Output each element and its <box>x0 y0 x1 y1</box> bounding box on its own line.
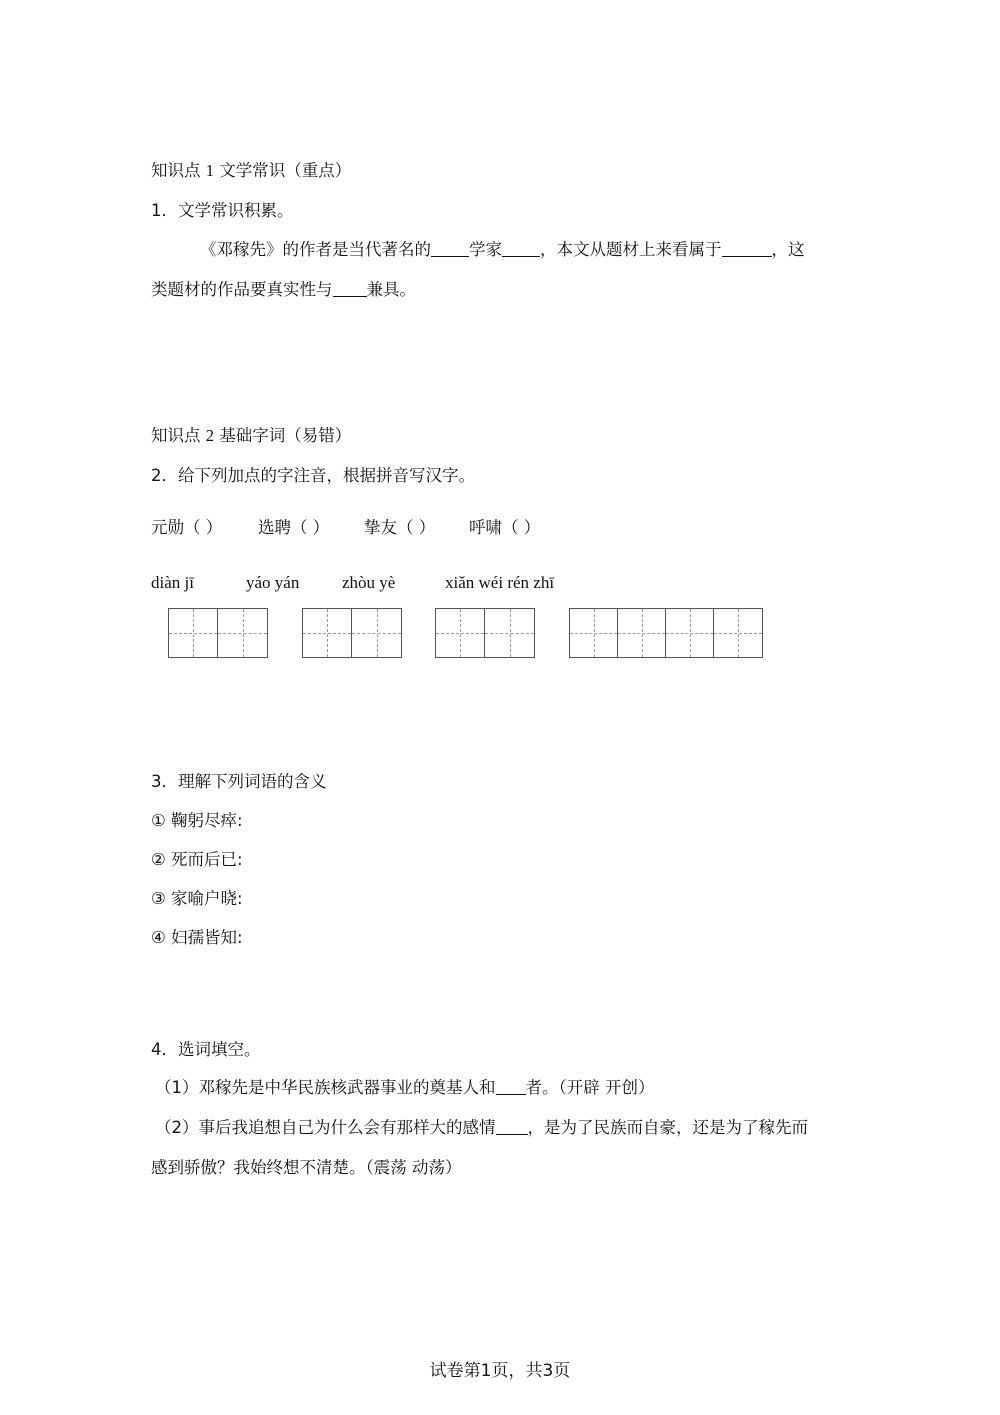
grid-cell[interactable] <box>666 609 714 657</box>
term-item: ③ 家喻户晓: <box>151 889 243 908</box>
writing-grid[interactable] <box>168 608 268 658</box>
grid-cell[interactable] <box>714 609 762 657</box>
text-segment: ，是为了民族而自豪，还是为了稼先而 <box>527 1118 808 1137</box>
writing-grid[interactable] <box>302 608 402 658</box>
pinyin-label: yáo yán <box>246 573 300 592</box>
text-segment: 兼具。 <box>366 280 416 299</box>
heading-number: 1 <box>205 161 214 180</box>
question-1-line-2 <box>151 279 416 301</box>
grid-cell[interactable] <box>303 609 352 657</box>
question-2-title: 2．给下列加点的字注音，根据拼音写汉字。 <box>151 466 475 485</box>
grid-cell[interactable] <box>218 609 267 657</box>
text-segment: 《邓稼先》的作者是当代著名的 <box>200 240 431 259</box>
text-segment: ，这 <box>771 240 805 259</box>
grid-cell[interactable] <box>618 609 666 657</box>
fill-blank[interactable] <box>431 240 469 257</box>
question-3-title: 3．理解下列词语的含义 <box>151 772 327 791</box>
term-item: ④ 妇孺皆知: <box>151 928 243 947</box>
heading-text: 知识点 <box>151 161 201 180</box>
term-item: ① 鞠躬尽瘁: <box>151 811 243 830</box>
grid-cell[interactable] <box>352 609 401 657</box>
pinyin-label: zhòu yè <box>342 573 396 592</box>
question-4-title: 4．选词填空。 <box>151 1040 261 1059</box>
text-segment: （2）事后我追想自己为什么会有那样大的感情 <box>155 1118 496 1137</box>
text-segment: 者。（开辟 开创） <box>525 1078 655 1097</box>
heading-text: 基础字词（易错） <box>219 426 352 445</box>
fill-blank[interactable] <box>496 1118 528 1135</box>
writing-grid[interactable] <box>569 608 763 658</box>
grid-cell[interactable] <box>570 609 618 657</box>
grid-cell[interactable] <box>169 609 218 657</box>
word-item: 选聘（ ） <box>258 518 330 537</box>
pinyin-label: xiǎn wéi rén zhī <box>445 573 555 592</box>
heading-text: 知识点 <box>151 426 201 445</box>
page-footer: 试卷第1页，共3页 <box>429 1361 571 1381</box>
question-4-sentence-2 <box>155 1117 808 1139</box>
word-item: 挚友（ ） <box>364 518 436 537</box>
heading-text: 文学常识（重点） <box>219 161 352 180</box>
fill-blank[interactable] <box>333 280 367 297</box>
section-heading-2 <box>151 425 351 447</box>
heading-number: 2 <box>205 426 214 445</box>
question-4-sentence-1 <box>155 1077 655 1099</box>
word-item: 呼啸（ ） <box>469 518 541 537</box>
text-segment: 类题材的作品要真实性与 <box>151 280 333 299</box>
term-item: ② 死而后已: <box>151 850 243 869</box>
text-segment: （1）邓稼先是中华民族核武器事业的奠基人和 <box>155 1078 496 1097</box>
text-segment: 学家 <box>469 240 502 259</box>
word-item: 元勋（ ） <box>151 518 223 537</box>
grid-cell[interactable] <box>485 609 534 657</box>
pinyin-label: diàn jī <box>151 573 194 592</box>
question-1-title: 1．文学常识积累。 <box>151 201 294 220</box>
question-4-sentence-2-cont: 感到骄傲？我始终想不清楚。（震荡 动荡） <box>151 1158 462 1177</box>
fill-blank[interactable] <box>722 240 772 257</box>
text-segment: ，本文从题材上来看属于 <box>540 240 722 259</box>
question-1-line-1 <box>200 239 805 261</box>
grid-cell[interactable] <box>436 609 485 657</box>
fill-blank[interactable] <box>496 1078 526 1095</box>
fill-blank[interactable] <box>502 240 540 257</box>
writing-grid[interactable] <box>435 608 535 658</box>
section-heading-1 <box>151 160 351 182</box>
